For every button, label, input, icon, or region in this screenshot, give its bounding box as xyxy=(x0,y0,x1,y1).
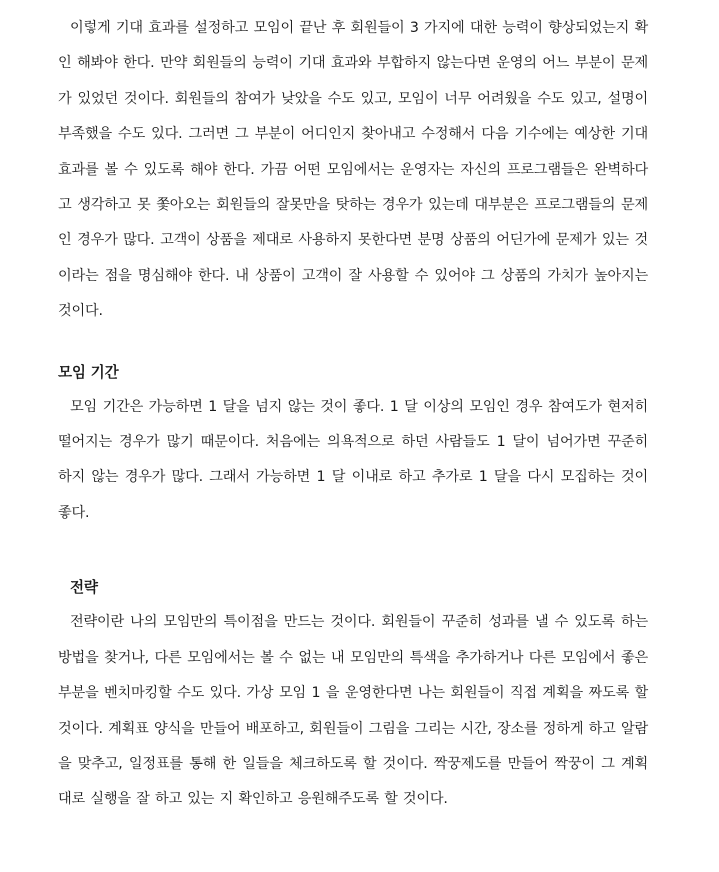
section-heading-meeting-period: 모임 기간 xyxy=(58,363,119,381)
paragraph-expected-effects: 이렇게 기대 효과를 설정하고 모임이 끝난 후 회원들이 3 가지에 대한 능력이 향상되었는지 확인 해봐야 한다. 만약 회원들의 능력이 기대 효과와 부합하지 않는다면 운영의 어느 부분이 문제가 있었던 것이다. 회원들의 참여가 낮았을 수도 있고, 모임이 너무 어려웠을 수도 있고, 설명이 부족했을 수도 있다. 그러면 그 부분이 어디인지 찾아내고 수정해서 다음 기수에는 예상한 기대 효과를 볼 수 있도록 해야 한다. 가끔 어떤 모임에서는 운영자는 자신의 프로그램들은 완벽하다고 생각하고 못 쫓아오는 회원들의 잘못만을 탓하는 경우가 있는데 대부분은 프로그램들의 문제인 경우가 많다. 고객이 상품을 제대로 사용하지 못한다면 분명 상품의 어딘가에 문제가 있는 것이라는 점을 명심해야 한다. 내 상품이 고객이 잘 사용할 수 있어야 그 상품의 가치가 높아지는 것이다. xyxy=(58,20,648,320)
paragraph-meeting-period: 모임 기간은 가능하면 1 달을 넘지 않는 것이 좋다. 1 달 이상의 모임인 경우 참여도가 현저히 떨어지는 경우가 많기 때문이다. 처음에는 의욕적으로 하던 사람들도 1 달이 넘어가면 꾸준히 하지 않는 경우가 많다. 그래서 가능하면 1 달 이내로 하고 추가로 1 달을 다시 모집하는 것이 좋다. xyxy=(58,398,648,521)
paragraph-strategy: 전략이란 나의 모임만의 특이점을 만드는 것이다. 회원들이 꾸준히 성과를 낼 수 있도록 하는 방법을 찾거나, 다른 모임에서는 볼 수 없는 내 모임만의 특색을 추가하거나 다른 모임에서 좋은 부분을 벤치마킹할 수도 있다. 가상 모임 1 을 운영한다면 나는 회원들이 직접 계획을 짜도록 할 것이다. 계획표 양식을 만들어 배포하고, 회원들이 그림을 그리는 시간, 장소를 정하게 하고 알람을 맞추고, 일정표를 통해 한 일들을 체크하도록 할 것이다. 짝꿍제도를 만들어 짝꿍이 그 계획대로 실행을 잘 하고 있는 지 확인하고 응원해주도록 할 것이다. xyxy=(58,614,648,808)
document-page xyxy=(58,0,648,818)
section-heading-strategy: 전략 xyxy=(70,579,98,597)
